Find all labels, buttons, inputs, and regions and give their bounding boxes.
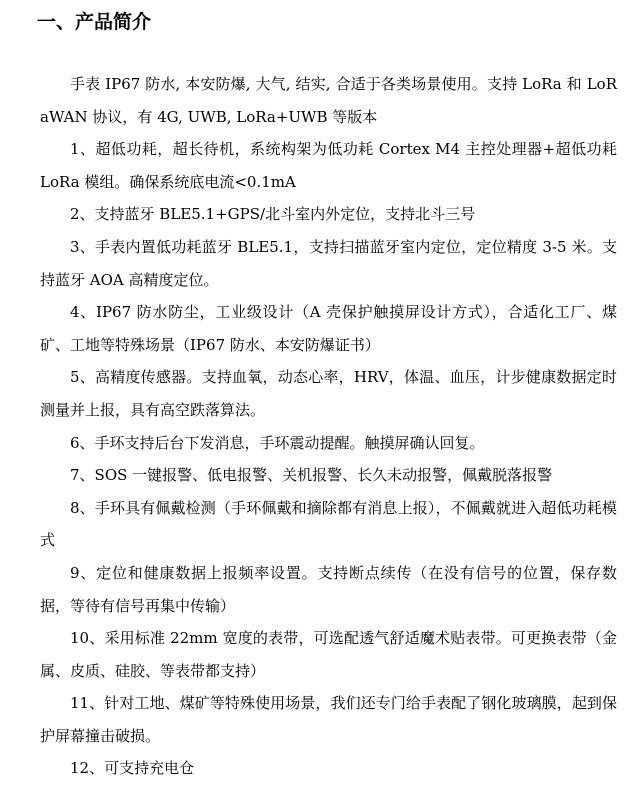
feature-item-1: 1、超低功耗，超长待机，系统构架为低功耗 Cortex M4 主控处理器+超低功耗 LoRa 模组。确保系统底电流<0.1mA — [40, 140, 617, 191]
product-intro-body — [40, 68, 617, 785]
feature-item-9: 9、定位和健康数据上报频率设置。支持断点续传（在没有信号的位置，保存数据，等待有信号再集中传输） — [40, 563, 617, 615]
feature-item-10: 10、采用标准 22mm 宽度的表带，可选配透气舒适魔术贴表带。可更换表带（金属、皮质、硅胶、等表带都支持） — [40, 629, 617, 680]
section-heading: 一、产品简介 — [37, 11, 152, 33]
feature-item-2: 2、支持蓝牙 BLE5.1+GPS/北斗室内外定位，支持北斗三号 — [70, 205, 476, 224]
feature-item-7: 7、SOS 一键报警、低电报警、关机报警、长久未动报警，佩戴脱落报警 — [70, 466, 553, 485]
feature-item-4: 4、IP67 防水防尘，工业级设计（A 壳保护触摸屏设计方式），合适化工厂、煤矿、工地等特殊场景（IP67 防水、本安防爆证书） — [40, 303, 617, 354]
feature-item-5: 5、高精度传感器。支持血氧，动态心率，HRV，体温、血压，计步健康数据定时测量并上报，具有高空跌落算法。 — [40, 368, 617, 419]
feature-item-6: 6、手环支持后台下发消息，手环震动提醒。触摸屏确认回复。 — [70, 433, 485, 452]
feature-item-3: 3、手表内置低功耗蓝牙 BLE5.1，支持扫描蓝牙室内定位，定位精度 3-5 米。支持蓝牙 AOA 高精度定位。 — [40, 237, 617, 289]
feature-item-8: 8、手环具有佩戴检测（手环佩戴和摘除都有消息上报），不佩戴就进入超低功耗模式 — [40, 498, 617, 550]
intro-paragraph: 手表 IP67 防水, 本安防爆, 大气, 结实, 合适于各类场景使用。支持 LoRa 和 LoRaWAN 协议，有 4G, UWB, LoRa+UWB 等版本 — [40, 75, 617, 126]
feature-item-11: 11、针对工地、煤矿等特殊使用场景，我们还专门给手表配了钢化玻璃膜，起到保护屏幕撞击破损。 — [40, 694, 617, 745]
feature-item-12: 12、可支持充电仓 — [70, 759, 195, 778]
